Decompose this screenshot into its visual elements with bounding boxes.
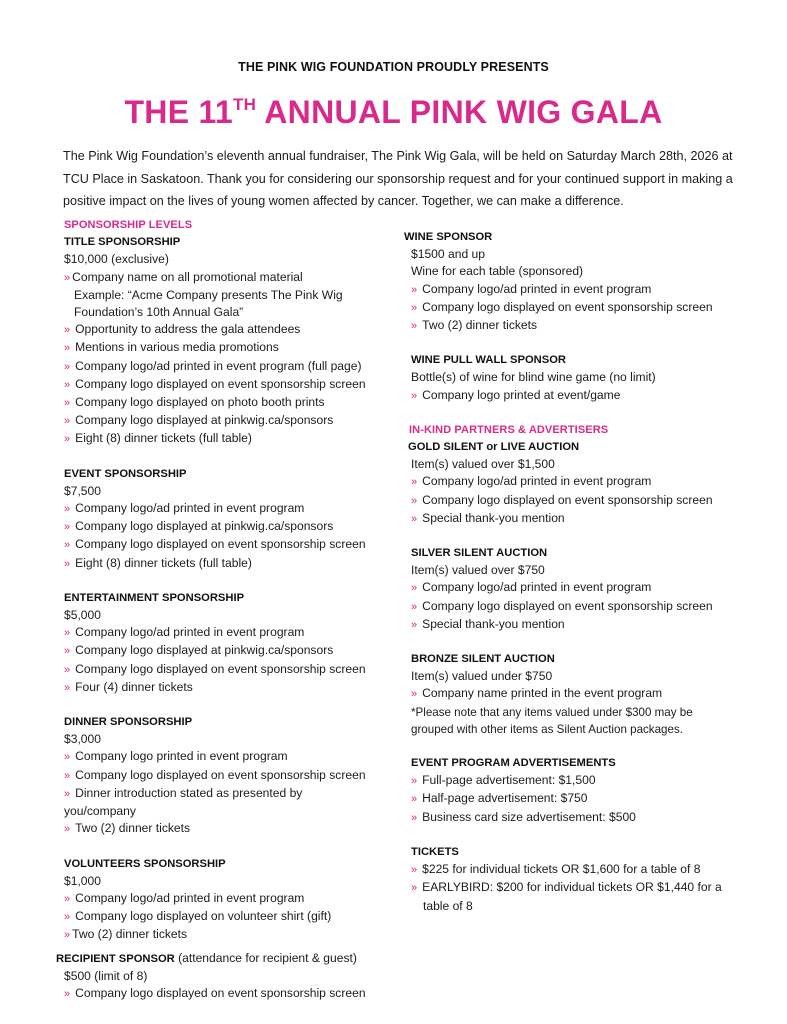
recipient-sponsor-title: RECIPIENT SPONSOR [56, 952, 175, 965]
entertainment-sponsorship-price: $5,000 [64, 608, 101, 623]
title-sponsorship-title: TITLE SPONSORSHIP [64, 236, 181, 249]
recipient-sponsor-subtitle: (attendance for recipient & guest) [174, 950, 357, 965]
recipient-sponsor-block [56, 950, 394, 1004]
title-suffix: ANNUAL PINK WIG GALA [256, 94, 663, 130]
entertainment-sponsorship-block [64, 590, 394, 697]
list-item: » Company logo displayed on volunteer shirt (gift) [64, 909, 332, 924]
bullet-icon: » [64, 397, 71, 410]
bullet-icon: » [411, 301, 418, 314]
bullet-icon: » [64, 378, 71, 391]
list-item: » Company logo displayed at pinkwig.ca/sponsors [64, 413, 334, 428]
section-label-in-kind: IN-KIND PARTNERS & ADVERTISERS [409, 423, 609, 436]
list-item: » Company logo/ad printed in event program [411, 474, 652, 489]
bullet-icon: » [64, 892, 71, 905]
bullet-icon: » [64, 627, 71, 640]
gold-auction-desc: Item(s) valued over $1,500 [411, 457, 555, 472]
dinner-sponsorship-title: DINNER SPONSORSHIP [64, 716, 193, 729]
program-ads-block [404, 755, 744, 827]
list-item: » Two (2) dinner tickets [411, 318, 538, 333]
list-item: » Two (2) dinner tickets [64, 927, 188, 942]
bullet-icon: » [411, 882, 418, 895]
bullet-icon: » [64, 787, 71, 800]
section-label-sponsorship-levels: SPONSORSHIP LEVELS [64, 219, 193, 231]
bullet-icon: » [64, 751, 71, 764]
bullet-icon: » [64, 433, 71, 446]
list-item: » Company logo printed at event/game [411, 387, 621, 402]
list-item: » Company logo displayed on event sponsorship screen [64, 661, 366, 676]
bullet-icon: » [64, 539, 71, 552]
list-item: » Business card size advertisement: $500 [411, 809, 636, 824]
bullet-icon: » [64, 342, 71, 355]
tickets-title: TICKETS [411, 845, 459, 858]
list-item: » Mentions in various media promotions [64, 340, 279, 355]
bullet-icon: » [411, 320, 418, 333]
list-item: » Eight (8) dinner tickets (full table) [64, 431, 252, 446]
bullet-icon: » [411, 582, 418, 595]
page-title [0, 94, 787, 131]
intro-paragraph: The Pink Wig Foundation’s eleventh annual fundraiser, The Pink Wig Gala, will be held on Saturday March 28th, 2026 at TCU Place in Saskatoon. Thank you for considering our sponsorship request and for your continued support in making a positive impact on the lives of young women affected by cancer. Together, we can make a difference. [63, 149, 733, 208]
list-item: » Opportunity to address the gala attendees [64, 322, 301, 337]
bullet-icon: » [64, 503, 71, 516]
wine-sponsor-price: $1500 and up [411, 247, 485, 262]
bullet-icon: » [64, 663, 71, 676]
title-sponsorship-block [64, 234, 394, 448]
bullet-icon: » [411, 389, 418, 402]
example-line: Example: “Acme Company presents The Pink Wig [74, 287, 343, 302]
list-item: » Company logo/ad printed in event program [411, 281, 652, 296]
wine-sponsor-desc: Wine for each table (sponsored) [411, 264, 584, 279]
bullet-icon: » [64, 929, 71, 942]
list-item: » Company logo displayed on event sponsorship screen [64, 985, 366, 1000]
bullet-icon: » [64, 521, 71, 534]
bullet-icon: » [411, 775, 418, 788]
bronze-auction-desc: Item(s) valued under $750 [411, 669, 553, 684]
title-prefix: THE 11 [124, 94, 233, 130]
wine-sponsor-block [404, 229, 744, 335]
list-item: » Special thank-you mention [411, 510, 565, 525]
list-item: » Company logo/ad printed in event program [64, 890, 305, 905]
bullet-icon: » [411, 618, 418, 631]
list-item: » Company logo/ad printed in event program [411, 580, 652, 595]
list-item: » Company logo/ad printed in event program (full page) [64, 358, 362, 373]
bullet-icon: » [64, 681, 71, 694]
list-item: » Four (4) dinner tickets [64, 679, 193, 694]
list-item: » EARLYBIRD: $200 for individual tickets OR $1,440 for a [411, 880, 722, 895]
bullet-icon: » [64, 557, 71, 570]
example-line: Foundation’s 10th Annual Gala” [74, 305, 244, 320]
list-item: » Dinner introduction stated as presented by [64, 785, 303, 800]
event-sponsorship-title: EVENT SPONSORSHIP [64, 467, 187, 480]
list-item: » $225 for individual tickets OR $1,600 for a table of 8 [411, 862, 701, 877]
bronze-auction-title: BRONZE SILENT AUCTION [411, 653, 555, 666]
list-item: » Company logo/ad printed in event program [64, 501, 305, 516]
list-item: » Company logo displayed at pinkwig.ca/sponsors [64, 519, 334, 534]
bullet-icon: » [411, 476, 418, 489]
bullet-icon: » [64, 324, 71, 337]
recipient-sponsor-price: $500 (limit of 8) [64, 968, 148, 983]
event-sponsorship-price: $7,500 [64, 483, 101, 498]
bullet-icon: » [411, 283, 418, 296]
list-item: » Company logo displayed on photo booth prints [64, 395, 325, 410]
dinner-sponsorship-price: $3,000 [64, 732, 101, 747]
bullet-icon: » [64, 645, 71, 658]
bullet-icon: » [64, 769, 71, 782]
list-item: » Company logo displayed on event sponsorship screen [411, 299, 713, 314]
presents-heading: THE PINK WIG FOUNDATION PROUDLY PRESENTS [238, 60, 549, 74]
wine-pull-wall-desc: Bottle(s) of wine for blind wine game (no limit) [411, 370, 656, 385]
list-item: » Company logo displayed on event sponsorship screen [64, 376, 366, 391]
tickets-block [404, 844, 744, 915]
bullet-icon: » [64, 360, 71, 373]
left-column [56, 217, 394, 1003]
program-ads-title: EVENT PROGRAM ADVERTISEMENTS [411, 757, 616, 770]
right-column [404, 229, 744, 915]
title-sponsorship-price: $10,000 (exclusive) [64, 252, 169, 267]
list-item: » Company logo displayed on event sponsorship screen [64, 537, 366, 552]
list-item: » Company name printed in the event program [411, 686, 663, 701]
volunteers-sponsorship-block [64, 856, 394, 945]
bullet-icon: » [411, 793, 418, 806]
list-item-wrap: table of 8 [423, 898, 473, 913]
bullet-icon: » [64, 823, 71, 836]
bullet-icon: » [64, 911, 71, 924]
bronze-note-line: *Please note that any items valued under $300 may be [411, 705, 693, 719]
entertainment-sponsorship-title: ENTERTAINMENT SPONSORSHIP [64, 591, 245, 604]
wine-sponsor-title: WINE SPONSOR [404, 231, 493, 243]
bullet-icon: » [64, 271, 71, 284]
bronze-note-line: grouped with other items as Silent Auction packages. [411, 722, 683, 736]
bullet-icon: » [411, 512, 418, 525]
dinner-sponsorship-block [64, 714, 394, 838]
gold-auction-block [404, 439, 744, 528]
list-item: » Company logo/ad printed in event program [64, 625, 305, 640]
list-item: » Eight (8) dinner tickets (full table) [64, 555, 252, 570]
volunteers-sponsorship-price: $1,000 [64, 873, 101, 888]
list-item: » Full-page advertisement: $1,500 [411, 773, 596, 788]
bronze-auction-block [404, 651, 744, 738]
silver-auction-title: SILVER SILENT AUCTION [411, 547, 548, 560]
list-item: » Company name on all promotional material [64, 269, 303, 284]
bullet-icon: » [64, 987, 71, 1000]
bullet-icon: » [411, 688, 418, 701]
list-item: » Company logo displayed on event sponsorship screen [64, 767, 366, 782]
bullet-icon: » [411, 494, 418, 507]
list-item: » Half-page advertisement: $750 [411, 791, 588, 806]
silver-auction-desc: Item(s) valued over $750 [411, 563, 545, 578]
title-superscript: TH [232, 95, 257, 114]
event-sponsorship-block [64, 466, 394, 573]
list-item: » Company logo printed in event program [64, 749, 288, 764]
wine-pull-wall-block [404, 352, 744, 405]
list-item: » Company logo displayed on event sponsorship screen [411, 492, 713, 507]
list-item: » Company logo displayed on event sponsorship screen [411, 598, 713, 613]
list-item: » Special thank-you mention [411, 616, 565, 631]
bullet-icon: » [411, 811, 418, 824]
bullet-icon: » [64, 415, 71, 428]
wine-pull-wall-title: WINE PULL WALL SPONSOR [411, 354, 566, 367]
list-item: » Company logo displayed at pinkwig.ca/sponsors [64, 643, 334, 658]
bullet-icon: » [411, 600, 418, 613]
list-item: » Two (2) dinner tickets [64, 821, 191, 836]
silver-auction-block [404, 545, 744, 634]
volunteers-sponsorship-title: VOLUNTEERS SPONSORSHIP [64, 857, 226, 870]
list-item-wrap: you/company [64, 804, 136, 819]
gold-auction-title: GOLD SILENT or LIVE AUCTION [408, 441, 580, 454]
bullet-icon: » [411, 864, 418, 877]
